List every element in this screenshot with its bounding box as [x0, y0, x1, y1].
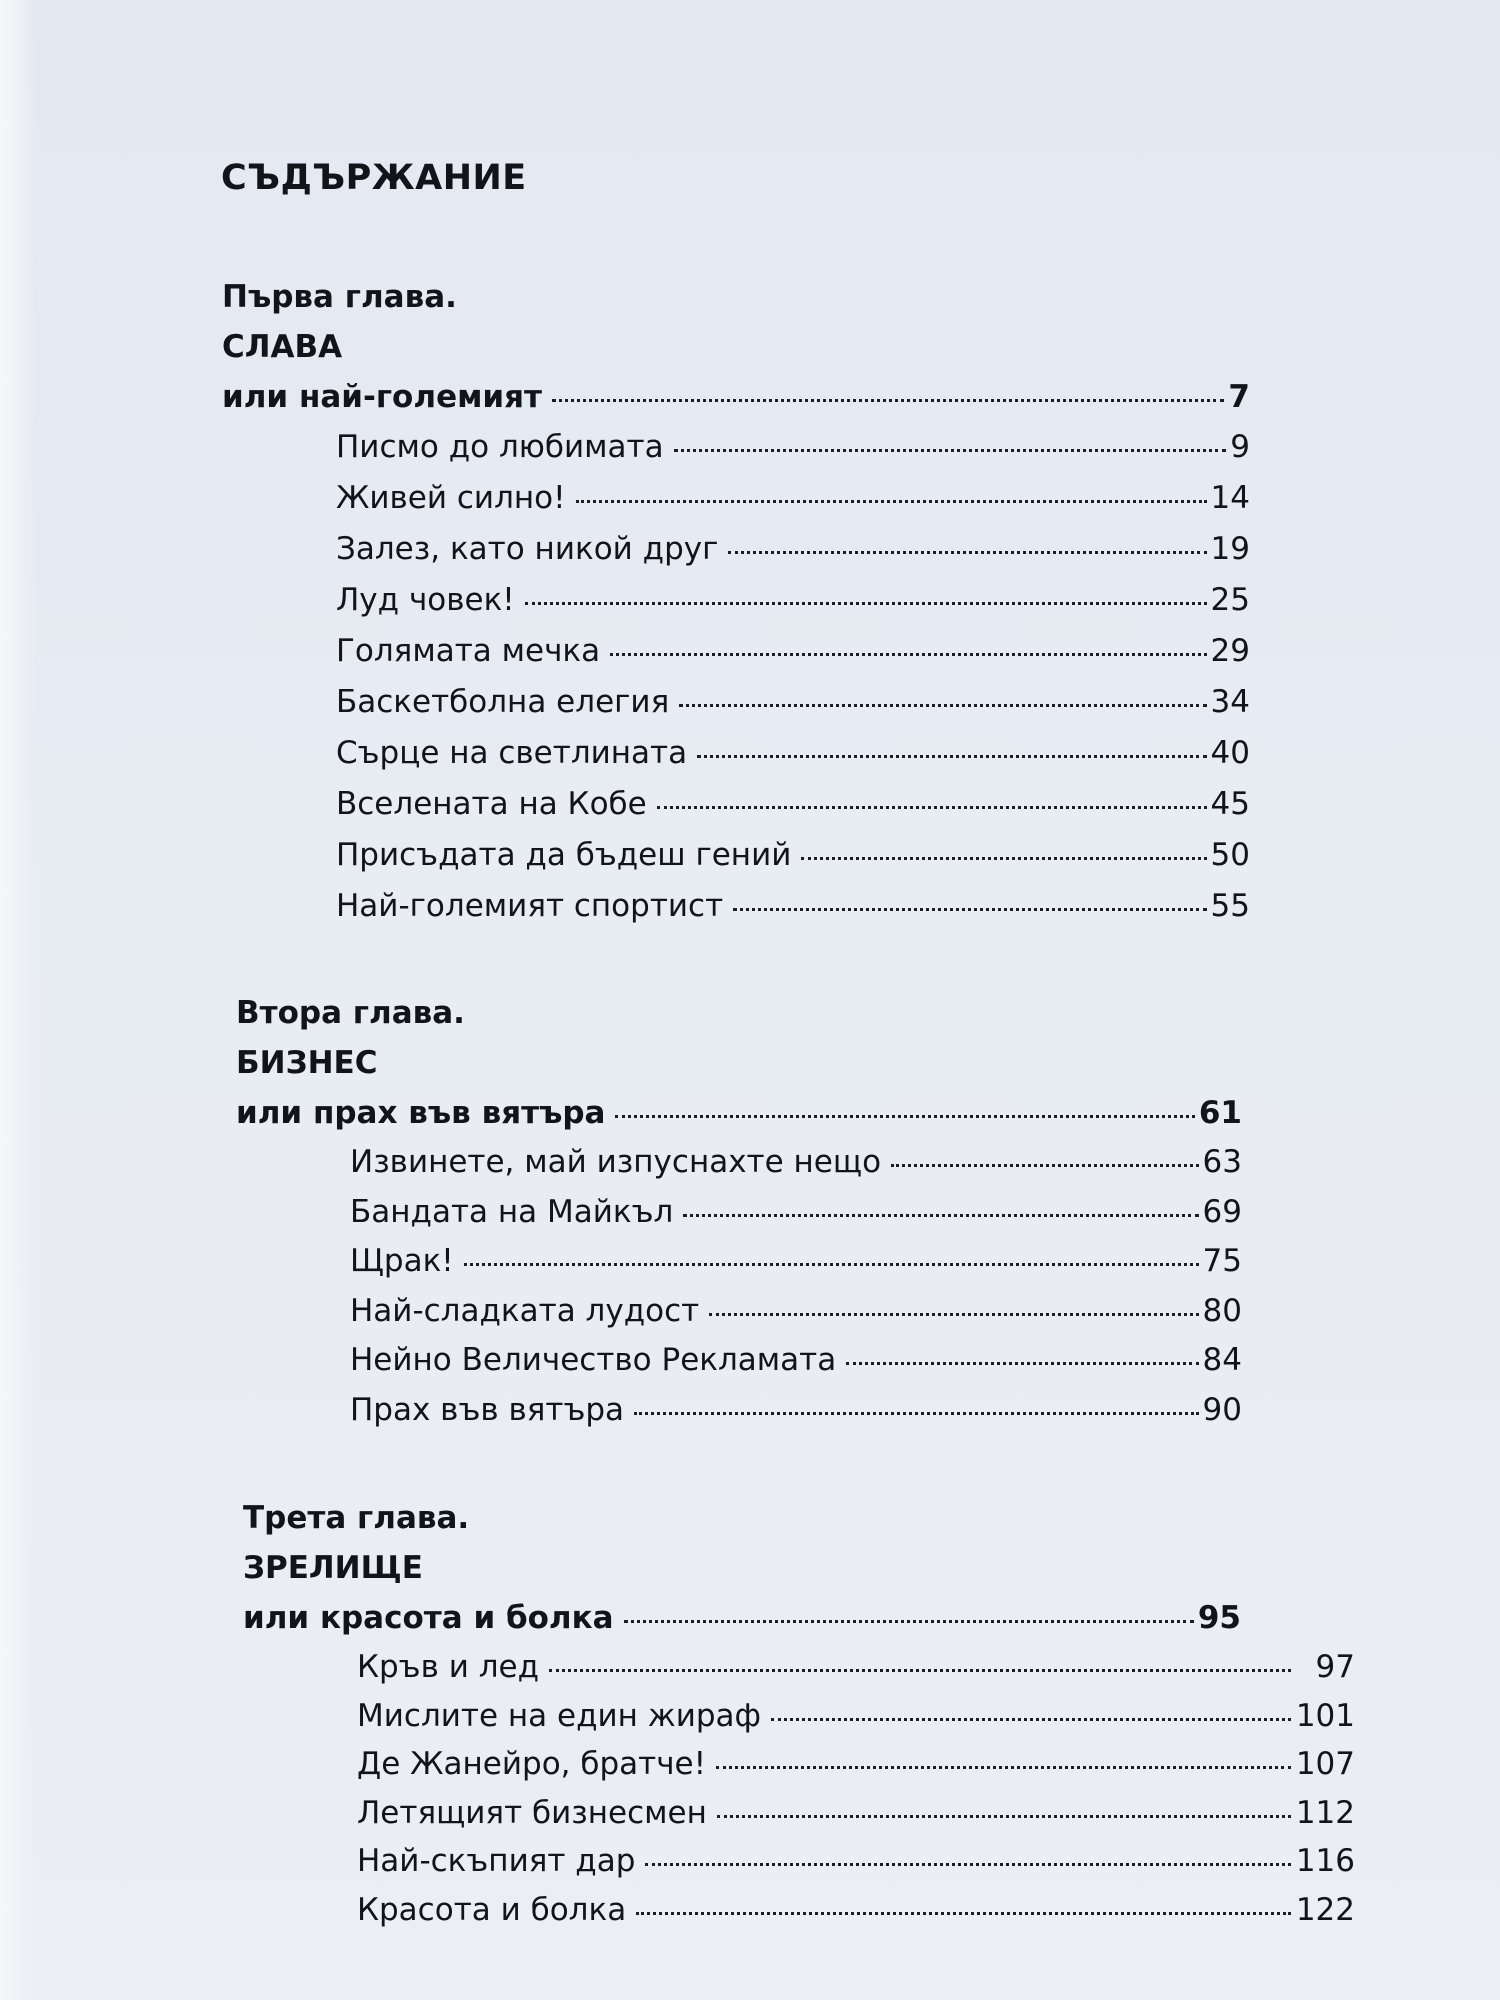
page-number: 25: [1210, 582, 1250, 618]
dot-leader: [891, 1164, 1199, 1167]
page-number: 84: [1202, 1342, 1242, 1378]
toc-entry: [336, 677, 1250, 728]
chapter-subtitle-row: [222, 372, 1250, 422]
page-gutter-shadow: [0, 0, 36, 2000]
page-number: 112: [1295, 1794, 1355, 1831]
page-number: 14: [1210, 480, 1250, 516]
entry-title: Най-сладката лудост: [350, 1292, 700, 1329]
toc-entry: [357, 1789, 1355, 1838]
entry-title: Бандата на Майкъл: [350, 1193, 674, 1230]
entry-title: Нейно Величество Рекламата: [350, 1342, 837, 1378]
dot-leader: [610, 653, 1206, 656]
page-number: 63: [1202, 1144, 1242, 1180]
dot-leader: [717, 1815, 1291, 1818]
toc-entry: [336, 728, 1250, 779]
dot-leader: [636, 1912, 1291, 1915]
toc-entry: [350, 1386, 1242, 1436]
dot-leader: [697, 755, 1206, 758]
dot-leader: [464, 1263, 1199, 1266]
dot-leader: [645, 1863, 1291, 1866]
dot-leader: [634, 1412, 1199, 1415]
dot-leader: [549, 1669, 1291, 1672]
chapter-subtitle-row: [243, 1593, 1241, 1643]
page-number: 90: [1202, 1391, 1242, 1428]
entry-title: Щрак!: [350, 1243, 454, 1279]
dot-leader: [552, 399, 1224, 402]
entry-title: Прах във вятъра: [350, 1391, 625, 1428]
dot-leader: [615, 1115, 1194, 1118]
page-number: 116: [1295, 1843, 1355, 1879]
entry-title: Извинете, май изпуснахте нещо: [350, 1144, 882, 1180]
toc-entry: [357, 1837, 1355, 1886]
entry-list: [222, 422, 1250, 932]
chapter-subtitle: или красота и болка: [243, 1600, 614, 1636]
dot-leader: [733, 908, 1206, 911]
entry-title: Залез, като никой друг: [336, 531, 719, 567]
entry-title: Баскетболна елегия: [336, 684, 670, 720]
chapter-subtitle: или прах във вятъра: [236, 1095, 606, 1131]
toc-entry: [350, 1336, 1242, 1386]
page-number: 7: [1228, 379, 1250, 415]
dot-leader: [683, 1214, 1198, 1217]
chapter-2: [236, 988, 1242, 1435]
page-number: 122: [1295, 1891, 1355, 1928]
chapter-title: БИЗНЕС: [236, 1045, 378, 1081]
dot-leader: [679, 704, 1206, 707]
page-number: 19: [1210, 531, 1250, 567]
entry-title: Сърце на светлината: [336, 735, 688, 771]
page-number: 101: [1295, 1697, 1355, 1734]
toc-entry: [336, 422, 1250, 473]
dot-leader: [728, 551, 1206, 554]
page-number: 95: [1197, 1600, 1241, 1636]
dot-leader: [801, 857, 1206, 860]
entry-list: [236, 1138, 1242, 1435]
entry-title: Най-големият спортист: [336, 888, 724, 924]
dot-leader: [846, 1362, 1198, 1365]
dot-leader: [525, 602, 1207, 605]
toc-entry: [336, 524, 1250, 575]
toc-entry: [350, 1188, 1242, 1238]
toc-entry: [336, 779, 1250, 830]
toc-entry: [350, 1138, 1242, 1188]
toc-entry: [357, 1740, 1355, 1789]
page-number: 80: [1202, 1292, 1242, 1329]
chapter-label: Трета глава.: [243, 1500, 470, 1536]
page-number: 29: [1210, 633, 1250, 669]
dot-leader: [674, 449, 1227, 452]
entry-title: Най-скъпият дар: [357, 1843, 636, 1879]
entry-title: Вселената на Кобе: [336, 786, 647, 822]
toc-entry: [336, 575, 1250, 626]
dot-leader: [709, 1313, 1198, 1316]
page-number: 40: [1210, 735, 1250, 771]
toc-entry: [336, 473, 1250, 524]
dot-leader: [624, 1620, 1194, 1623]
page-number: 50: [1210, 837, 1250, 873]
chapter-title: СЛАВА: [222, 329, 343, 365]
page-number: 9: [1230, 429, 1250, 465]
toc-entry: [357, 1643, 1355, 1692]
toc-entry: [336, 881, 1250, 932]
toc-entry: [336, 830, 1250, 881]
page-number: 69: [1202, 1193, 1242, 1230]
entry-title: Луд човек!: [336, 582, 515, 618]
page-number: 34: [1210, 684, 1250, 720]
toc-entry: [336, 626, 1250, 677]
entry-title: Живей силно!: [336, 480, 566, 516]
chapter-subtitle-row: [236, 1088, 1242, 1138]
page-number: 97: [1315, 1649, 1355, 1685]
toc-entry: [350, 1237, 1242, 1287]
entry-title: Летящият бизнесмен: [357, 1794, 707, 1831]
page-number: 75: [1202, 1243, 1242, 1279]
chapter-1: [222, 272, 1250, 932]
dot-leader: [576, 500, 1207, 503]
entry-title: Де Жанейро, братче!: [357, 1746, 707, 1782]
entry-title: Писмо до любимата: [336, 429, 664, 465]
page-number: 55: [1210, 888, 1250, 924]
entry-list: [243, 1643, 1355, 1934]
entry-title: Голямата мечка: [336, 633, 601, 669]
dot-leader: [771, 1718, 1291, 1721]
chapter-label: Втора глава.: [236, 995, 465, 1031]
page-number: 61: [1198, 1095, 1242, 1131]
toc-entry: [357, 1886, 1355, 1935]
entry-title: Красота и болка: [357, 1891, 627, 1928]
chapter-3: [243, 1493, 1355, 1934]
entry-title: Кръв и лед: [357, 1649, 540, 1685]
entry-title: Мислите на един жираф: [357, 1697, 762, 1734]
toc-entry: [350, 1287, 1242, 1337]
contents-heading: СЪДЪРЖАНИЕ: [221, 158, 527, 198]
dot-leader: [657, 806, 1207, 809]
page-number: 107: [1295, 1746, 1355, 1782]
page-number: 45: [1210, 786, 1250, 822]
dot-leader: [716, 1766, 1291, 1769]
chapter-label: Първа глава.: [222, 279, 457, 315]
toc-entry: [357, 1692, 1355, 1741]
entry-title: Присъдата да бъдеш гений: [336, 837, 792, 873]
chapter-title: ЗРЕЛИЩЕ: [243, 1550, 423, 1586]
chapter-subtitle: или най-големият: [222, 379, 543, 415]
